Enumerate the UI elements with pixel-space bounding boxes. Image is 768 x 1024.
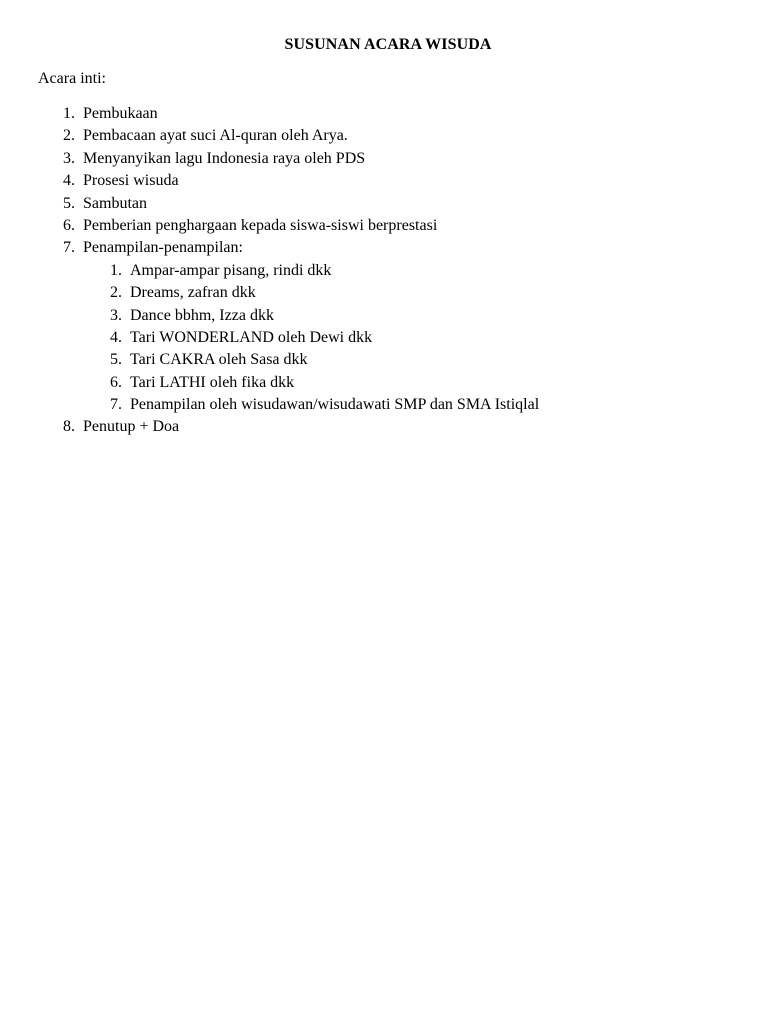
list-item-text: Sambutan <box>83 194 147 212</box>
intro-label: Acara inti: <box>38 70 106 87</box>
sub-list-item-text: Dance bbhm, Izza dkk <box>130 306 274 324</box>
sub-list-item-number: 3. <box>110 306 122 324</box>
list-item-number: 2. <box>63 127 75 145</box>
sub-list-item-text: Tari LATHI oleh fika dkk <box>130 373 295 391</box>
sub-list-item-text: Dreams, zafran dkk <box>130 284 256 302</box>
document-title: SUSUNAN ACARA WISUDA <box>284 36 492 53</box>
sub-list-item-number: 5. <box>110 351 122 369</box>
sub-list-item-number: 4. <box>110 328 122 346</box>
sub-list-item-number: 1. <box>110 261 122 279</box>
sub-list-item-number: 6. <box>110 373 122 391</box>
sub-list-item-text: Ampar-ampar pisang, rindi dkk <box>130 261 332 279</box>
sub-list-item-text: Tari CAKRA oleh Sasa dkk <box>130 351 308 369</box>
sub-list-item-text: Tari WONDERLAND oleh Dewi dkk <box>130 328 373 346</box>
list-item-number: 5. <box>63 194 75 212</box>
list-item-number: 1. <box>63 105 75 122</box>
list-item-text: Penampilan-penampilan: <box>83 239 243 257</box>
list-item-number: 8. <box>63 418 75 436</box>
list-item-number: 6. <box>63 216 75 234</box>
list-item-text: Penutup + Doa <box>83 418 180 436</box>
list-item-text: Prosesi wisuda <box>83 172 179 190</box>
list-item-text: Menyanyikan lagu Indonesia raya oleh PDS <box>83 149 366 167</box>
list-item-number: 4. <box>63 172 75 190</box>
list-item-text: Pemberian penghargaan kepada siswa-siswi berprestasi <box>83 216 438 234</box>
list-item-text: Pembukaan <box>83 105 158 122</box>
list-item-number: 7. <box>63 239 75 257</box>
list-item-text: Pembacaan ayat suci Al-quran oleh Arya. <box>83 127 348 145</box>
sub-list-item-number: 7. <box>110 396 122 414</box>
list-item-number: 3. <box>63 149 75 167</box>
sub-list-item-text: Penampilan oleh wisudawan/wisudawati SMP dan SMA Istiqlal <box>130 396 540 414</box>
sub-list-item-number: 2. <box>110 284 122 302</box>
